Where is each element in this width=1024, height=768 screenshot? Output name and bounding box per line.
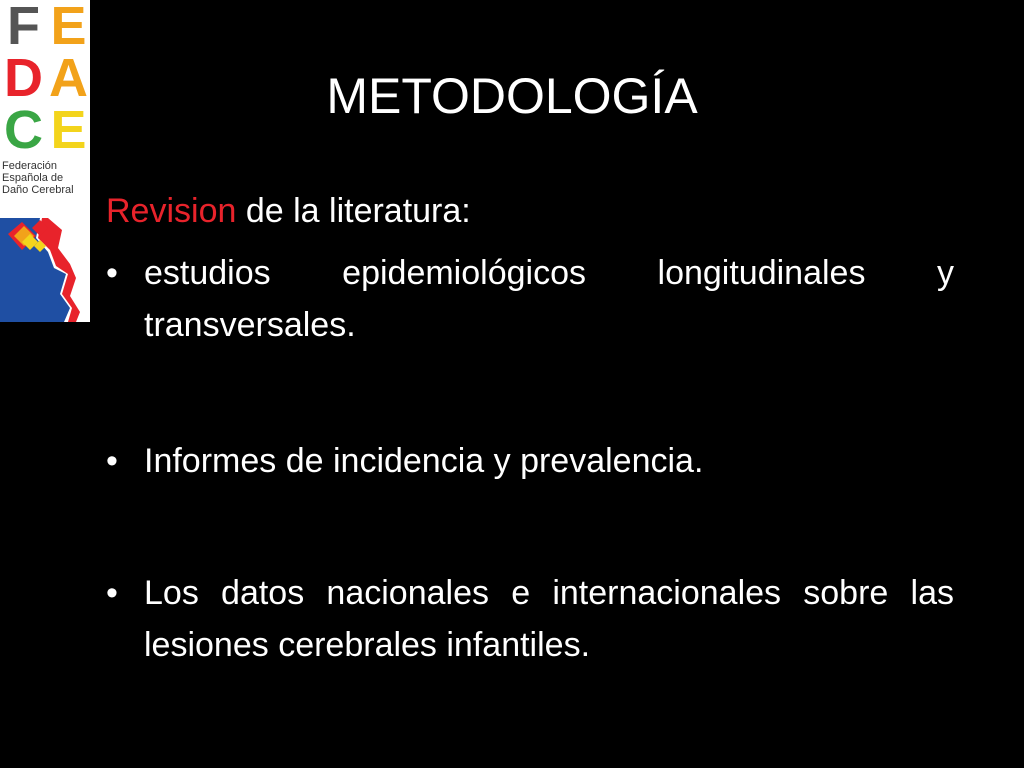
logo-letter-f: F	[7, 0, 38, 56]
bullet-text: Los datos nacionales e internacionales sobre las lesiones cerebrales infantiles.	[144, 574, 954, 664]
bullet-list	[106, 247, 954, 671]
logo-emblem-icon	[0, 208, 90, 322]
logo-letter-e2: E	[50, 100, 85, 160]
logo-letter-e: E	[50, 0, 85, 56]
bullet-item	[106, 435, 954, 487]
bullet-item	[106, 567, 954, 671]
slide-content	[106, 185, 954, 671]
bullet-dot-icon: •	[106, 254, 118, 292]
bullet-dot-icon: •	[106, 442, 118, 480]
slide-title: METODOLOGÍA	[326, 68, 698, 124]
logo-letter-d: D	[4, 48, 41, 108]
logo-subtitle-line: Española de	[2, 172, 64, 184]
bullet-item	[106, 247, 954, 351]
logo-subtitle	[2, 160, 90, 196]
intro-text: de la literatura:	[236, 192, 471, 230]
logo-letter-a: A	[49, 48, 86, 108]
logo-letter-c: C	[4, 100, 41, 160]
bullet-dot-icon: •	[106, 574, 118, 612]
fedace-logo	[0, 0, 90, 322]
intro-line	[106, 185, 954, 237]
intro-accent-word: Revision	[106, 192, 237, 230]
bullet-text: Informes de incidencia y prevalencia.	[144, 442, 704, 480]
bullet-text: estudios epidemiológicos longitudinales y transversales.	[144, 254, 954, 344]
logo-row-1	[0, 0, 90, 56]
logo-subtitle-line: Federación	[2, 160, 58, 172]
logo-subtitle-line: Daño Cerebral	[2, 184, 74, 196]
